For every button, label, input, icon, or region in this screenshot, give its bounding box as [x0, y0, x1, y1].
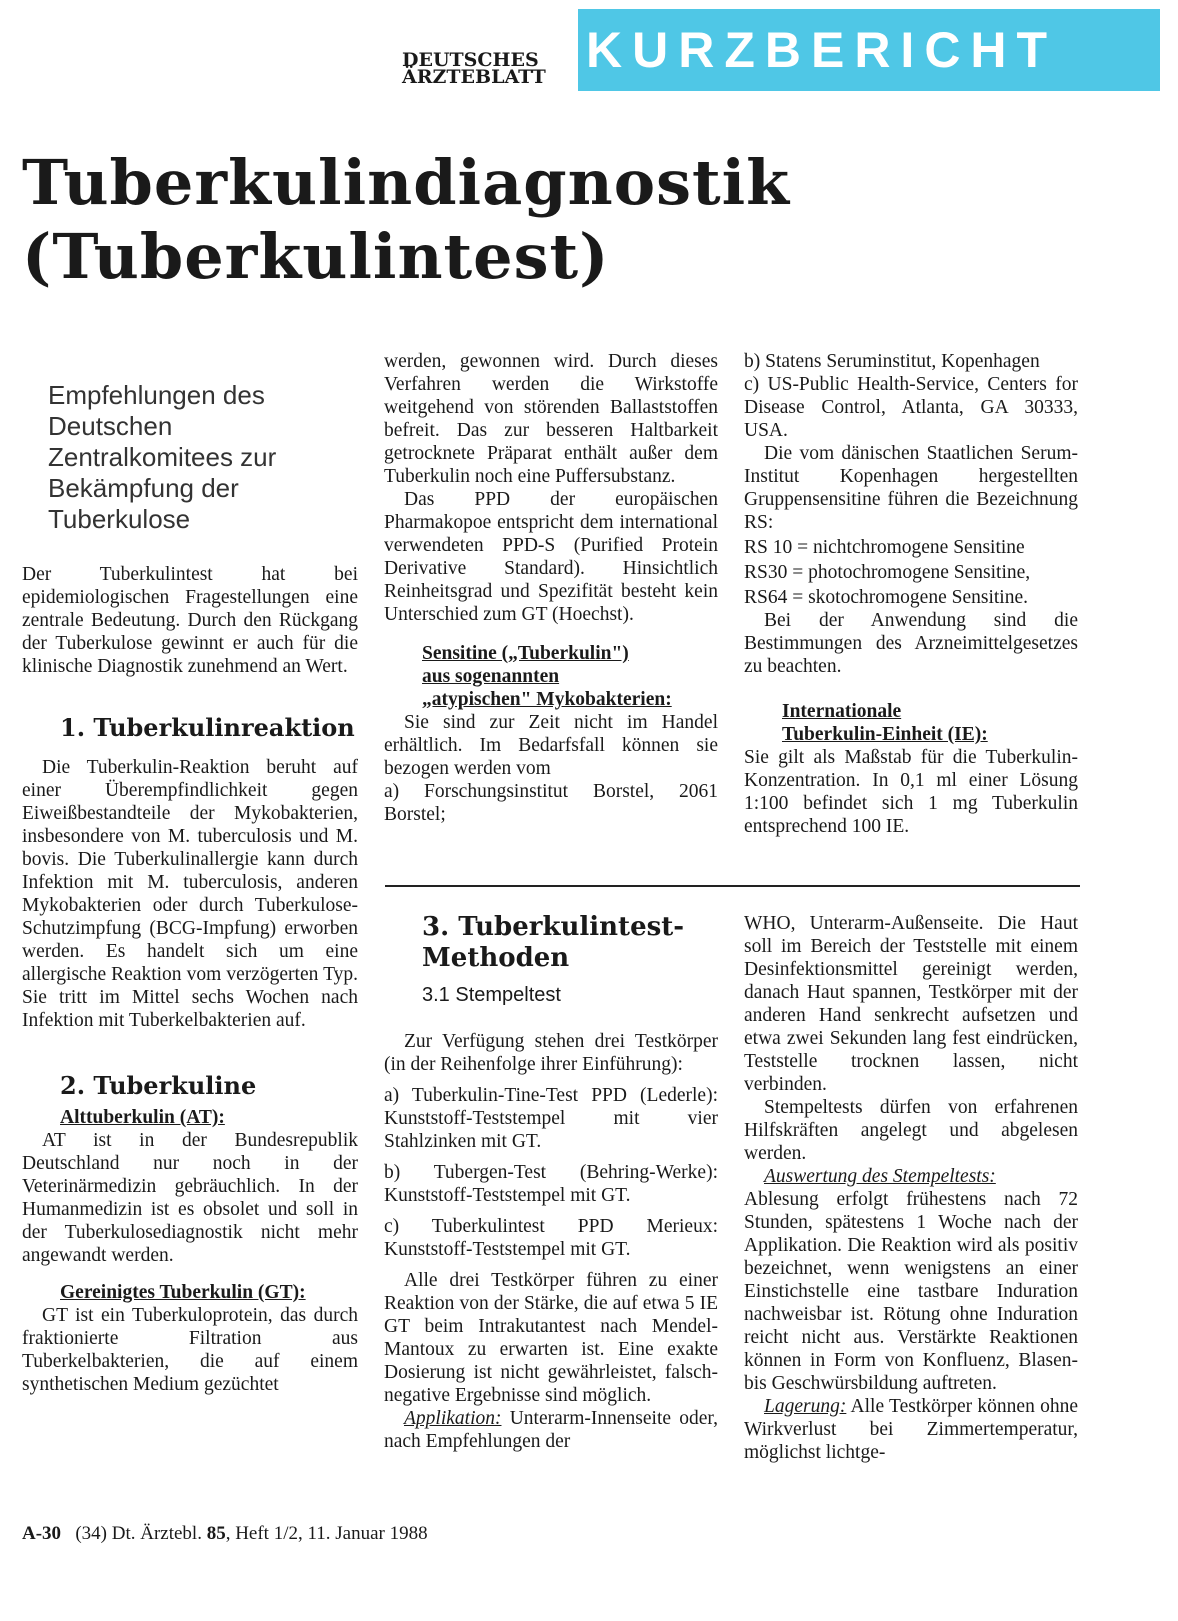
title-line-2: (Tuberkulintest) — [22, 220, 610, 293]
testbody-b: b) Tubergen-Test (Behring-Werke): Kunststoff-Teststempel mit GT. — [384, 1162, 718, 1206]
evaluation-label-line — [744, 1165, 1078, 1188]
column-2-lower — [384, 912, 718, 1453]
title-line-1: Tuberkulindiagnostik — [22, 146, 791, 219]
ie-text: Sie gilt als Maßstab für die Tuberkulin-Konzentration. In 0,1 ml einer Lösung 1:100 befindet sich 1 mg Tuberkulin entsprechend 100 IE. — [744, 747, 1078, 837]
ie-heading — [782, 700, 1078, 746]
section-banner: KURZBERICHT — [578, 9, 1160, 91]
section-3-heading — [422, 912, 718, 974]
gt-heading: Gereinigtes Tuberkulin (GT): — [60, 1282, 306, 1303]
brand-logo — [402, 49, 546, 88]
at-text: AT ist in der Bundesrepublik Deutschland nur noch in der Veterinärmedizin gebräuchlich. In der Humanmedizin ist es obsolet und soll in der Tuberkulosediagnostik nicht mehr angewandt werden. — [22, 1130, 358, 1266]
storage-paragraph — [744, 1395, 1078, 1464]
brand-line-2: ÄRZTEBLATT — [402, 66, 546, 88]
rs30-line: RS30 = photochromogene Sensitine, — [744, 562, 1031, 583]
section-3-heading-line-1: 3. Tuberkulintest- — [422, 912, 685, 942]
column-3-lower — [744, 912, 1078, 1464]
ppd-text: Das PPD der europäischen Pharmakopoe entspricht dem international verwendeten PPD-S (Purified Protein Derivative Standard). Hinsichtlich Reinheitsgrad und Spezifität besteht kein Unterschied zum GT (Hoechst). — [384, 489, 718, 625]
journal-volume: 85 — [206, 1523, 226, 1544]
rs10-line: RS 10 = nichtchromogene Sensitine — [744, 537, 1025, 558]
section-1-heading: 1. Tuberkulinreaktion — [60, 713, 355, 742]
gt-text: GT ist ein Tuberkuloprotein, das durch fraktionierte Filtration aus Tuberkelbakterien, die auf einem synthetischen Medium gezüchtet — [22, 1305, 358, 1395]
article-title — [22, 146, 790, 294]
page-footer — [22, 1523, 428, 1545]
lead-text: Empfehlungen des Deutschen Zentralkomitees zur Bekämpfung der Tuberkulose — [48, 380, 277, 534]
column-3-upper — [744, 350, 1078, 838]
application-continued: WHO, Unterarm-Außenseite. Die Haut soll im Bereich der Teststelle mit einem Desinfektionsmittel gereinigt werden, danach Haut spannen, Testkörper mit der anderen Hand senkrecht aufsetzen und etwa zwei Sekunden lang fest eindrücken, Teststelle trocknen lassen, nicht verbinden. — [744, 913, 1078, 1095]
staff-text: Stempeltests dürfen von erfahrenen Hilfskräften angelegt und abgelesen werden. — [744, 1097, 1078, 1164]
storage-label: Lagerung: — [764, 1396, 847, 1417]
application-text: Unterarm-Innenseite oder, nach Empfehlungen der — [384, 1408, 718, 1452]
sensitine-heading-line-3: „atypischen" Mykobakterien: — [422, 689, 672, 710]
ie-heading-line-1: Internationale — [782, 701, 902, 722]
testbody-a: a) Tuberkulin-Tine-Test PPD (Lederle): Kunststoff-Teststempel mit vier Stahlzinken mit GT. — [384, 1085, 718, 1152]
sensitine-heading-line-2: aus sogenannten — [422, 666, 560, 687]
application-paragraph — [384, 1407, 718, 1453]
sensitine-heading-line-1: Sensitine („Tuberkulin") — [422, 643, 629, 664]
column-1 — [22, 380, 358, 1396]
application-label: Applikation: — [404, 1408, 502, 1429]
intro-text: Der Tuberkulintest hat bei epidemiologischen Fragestellungen eine zentrale Bedeutung. Durch den Rückgang der Tuberkulose gewinnt er auch für die klinische Diagnostik zunehmend an Wert. — [22, 564, 358, 677]
storage-text: Alle Testkörper können ohne Wirkverlust bei Zimmertemperatur, möglichst lichtge- — [744, 1396, 1078, 1463]
testbody-intro: Zur Verfügung stehen drei Testkörper (in der Reihenfolge ihrer Einführung): — [384, 1031, 718, 1075]
journal-issue: , Heft 1/2, 11. Januar 1988 — [225, 1523, 428, 1544]
source-b: b) Statens Seruminstitut, Kopenhagen — [744, 351, 1040, 372]
reaction-text: Alle drei Testkörper führen zu einer Reaktion von der Stärke, die auf etwa 5 IE GT beim Intrakutantest nach Mendel-Mantoux zu erwarten ist. Eine exakte Dosierung ist nicht gewährleistet, falsch-negative Ergebnisse sind möglich. — [384, 1270, 718, 1406]
evaluation-label: Auswertung des Stempeltests: — [764, 1166, 996, 1187]
ie-heading-line-2: Tuberkulin-Einheit (IE): — [782, 724, 988, 745]
brand-line-1: DEUTSCHES — [402, 49, 539, 71]
journal-ref: (34) Dt. Ärztebl. — [75, 1523, 202, 1544]
subsection-3-1-heading: 3.1 Stempeltest — [422, 984, 561, 1006]
page-number: A-30 — [22, 1523, 62, 1544]
section-divider — [385, 885, 1080, 887]
source-a: a) Forschungsinstitut Borstel, 2061 Borstel; — [384, 781, 718, 825]
rs-text: Die vom dänischen Staatlichen Serum-Institut Kopenhagen hergestellten Gruppensensitine führen die Bezeichnung RS: — [744, 443, 1078, 533]
testbody-c: c) Tuberkulintest PPD Merieux: Kunststoff-Teststempel mit GT. — [384, 1216, 718, 1260]
at-heading: Alttuberkulin (AT): — [60, 1107, 225, 1128]
column-2-upper — [384, 350, 718, 826]
section-3-heading-line-2: Methoden — [422, 943, 570, 973]
evaluation-text: Ablesung erfolgt frühestens nach 72 Stunden, spätestens 1 Woche nach der Applikation. Die Reaktion wird als positiv bezeichnet, wenn wenigstens an einer Einstichstelle eine tastbare Induration nachweisbar ist. Rötung ohne Induration reicht nicht aus. Verstärkte Reaktionen können in Form von Konfluenz, Blasen- bis Geschwürsbildung auftreten. — [744, 1189, 1078, 1394]
law-text: Bei der Anwendung sind die Bestimmungen des Arzneimittelgesetzes zu beachten. — [744, 610, 1078, 677]
source-c: c) US-Public Health-Service, Centers for Disease Control, Atlanta, GA 30333, USA. — [744, 374, 1078, 441]
sensitine-heading — [422, 642, 718, 711]
gt-continued: werden, gewonnen wird. Durch dieses Verfahren werden die Wirkstoffe weitgehend von störenden Ballaststoffen befreit. Das zur besseren Haltbarkeit getrocknete Präparat enthält außer dem Tuberkulin noch eine Puffersubstanz. — [384, 351, 718, 487]
section-1-text: Die Tuberkulin-Reaktion beruht auf einer Überempfindlichkeit gegen Eiweißbestandteile der Mykobakterien, insbesondere von M. tuberculosis und M. bovis. Die Tuberkulinallergie kann durch Infektion mit M. tuberculosis, anderen Mykobakterien oder durch Tuberkulose-Schutzimpfung (BCG-Impfung) erworben werden. Es handelt sich um eine allergische Reaktion vom verzögerten Typ. Sie tritt im Mittel sechs Wochen nach Infektion mit Tuberkelbakterien auf. — [22, 757, 358, 1031]
sensitine-text: Sie sind zur Zeit nicht im Handel erhältlich. Im Bedarfsfall können sie bezogen werden vom — [384, 712, 718, 779]
rs64-line: RS64 = skotochromogene Sensitine. — [744, 587, 1028, 608]
section-2-heading: 2. Tuberkuline — [60, 1071, 257, 1100]
